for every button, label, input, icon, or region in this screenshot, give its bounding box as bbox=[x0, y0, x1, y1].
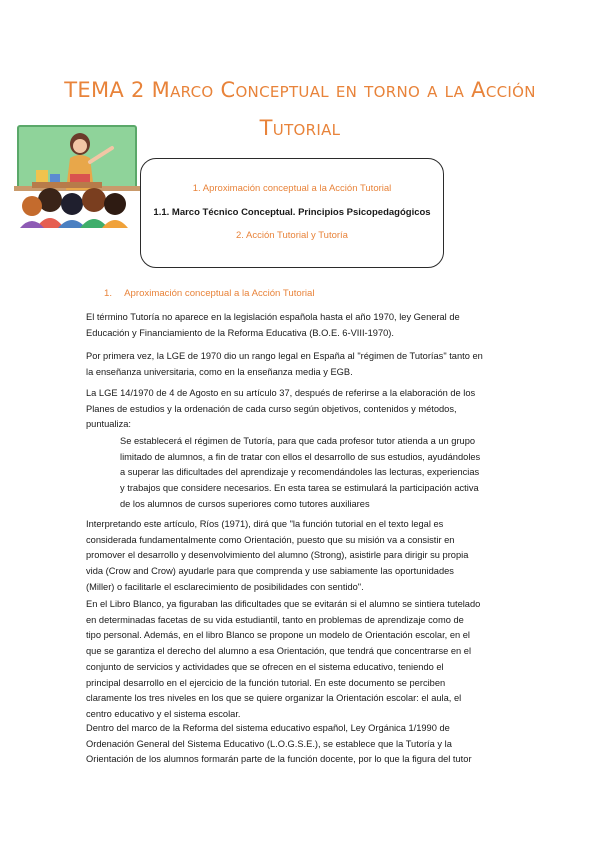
quote-line: limitado de alumnos, a fin de tratar con ellos el desarrollo de sus estudios, ayudándoles bbox=[120, 451, 481, 462]
paragraph-6 bbox=[86, 721, 516, 768]
teacher-with-students-illustration bbox=[14, 118, 144, 228]
toc-item-1-1: 1.1. Marco Técnico Conceptual. Principios Psicopedagógicos bbox=[153, 207, 431, 218]
paragraph-line: Dentro del marco de la Reforma del sistema educativo español, Ley Orgánica 1/1990 de bbox=[86, 723, 450, 733]
paragraph-line: Ordenación General del Sistema Educativo (L.O.G.S.E.), se establece que la Tutoría y la bbox=[86, 738, 452, 749]
paragraph-line: que se garantiza el derecho del alumno a esa Orientación, que tendrá que concentrarse en el bbox=[86, 646, 472, 657]
quote-line: Se establecerá el régimen de Tutoría, para que cada profesor tutor atienda a un grupo bbox=[120, 436, 476, 446]
paragraph-line: principal desarrollo en el ejercicio de la función tutorial. En este documento se perciben bbox=[86, 677, 446, 688]
paragraph-line: puntualiza: bbox=[86, 419, 131, 430]
paragraph-line: Interpretando este artículo, Ríos (1971), dirá que "la función tutorial en el texto legal es bbox=[86, 519, 444, 529]
paragraph-line: En el Libro Blanco, ya figuraban las dificultades que se evitarán si el alumno se sintiera tutelado bbox=[86, 599, 481, 609]
table-of-contents-box bbox=[140, 158, 444, 268]
paragraph-line: promover el desarrollo y desenvolvimiento del alumno (Strong), asistirle para dirigir su propia bbox=[86, 550, 469, 561]
paragraph-1 bbox=[86, 310, 516, 341]
toc-item-2: 2. Acción Tutorial y Tutoría bbox=[236, 230, 348, 241]
page-title-line-1: TEMA 2 Marco Conceptual en torno a la Acción bbox=[64, 78, 536, 102]
paragraph-line: Educación y Financiamiento de la Reforma Educativa (B.O.E. 6-VIII-1970). bbox=[86, 327, 394, 338]
paragraph-2 bbox=[86, 349, 516, 380]
page-title-line-2: Tutorial bbox=[259, 116, 341, 140]
paragraph-line: La LGE 14/1970 de 4 de Agosto en su artículo 37, después de referirse a la elaboración de los bbox=[86, 388, 476, 398]
paragraph-line: considerada fundamentalmente como Orientación, puesto que su misión va a consistir en bbox=[86, 534, 455, 545]
paragraph-3 bbox=[86, 386, 516, 433]
paragraph-4 bbox=[86, 517, 516, 596]
section-number: 1. bbox=[104, 288, 113, 299]
paragraph-line: centro educativo y el sistema escolar. bbox=[86, 708, 241, 719]
quote-line: y trabajos que considere necesarios. En esta tarea se estimulará la participación activa bbox=[120, 483, 479, 494]
section-heading-text: Aproximación conceptual a la Acción Tutorial bbox=[124, 288, 315, 299]
section-heading bbox=[104, 288, 315, 299]
quote-line: de los alumnos de cursos superiores como tutores auxiliares bbox=[120, 498, 370, 509]
toc-item-1: 1. Aproximación conceptual a la Acción Tutorial bbox=[192, 183, 392, 194]
paragraph-line: conjunto de servicios y actividades que se ofrecen en el sistema educativo, teniendo el bbox=[86, 661, 444, 672]
paragraph-line: Orientación de los alumnos formarán parte de la función docente, por lo que la figura del tutor bbox=[86, 754, 472, 765]
paragraph-line: (Miller) o facilitarle el esclarecimiento de posibilidades con sentido". bbox=[86, 581, 364, 592]
paragraph-line: tipo personal. Además, en el libro Blanco se propone un modelo de Orientación escolar, en el bbox=[86, 630, 470, 641]
paragraph-line: vida (Crow and Crow) ayudarle para que comprenda y use sabiamente las oportunidades bbox=[86, 566, 454, 577]
quote-line: a superar las dificultades del aprendizaje y recomendándoles las lecturas, experiencias bbox=[120, 467, 480, 478]
paragraph-line: Planes de estudios y la ordenación de cada curso según objetivos, contenidos y métodos, bbox=[86, 403, 457, 414]
paragraph-line: El término Tutoría no aparece en la legislación española hasta el año 1970, ley General de bbox=[86, 312, 460, 322]
paragraph-line: claramente los tres niveles en los que se quiere organizar la Orientación escolar: el aula, el bbox=[86, 693, 462, 704]
paragraph-line: Por primera vez, la LGE de 1970 dio un rango legal en España al "régimen de Tutorías" tanto en bbox=[86, 351, 483, 361]
paragraph-5 bbox=[86, 597, 516, 723]
paragraph-line: en determinadas facetas de su vida estudiantil, tanto en problemas de aprendizaje como de bbox=[86, 614, 464, 625]
paragraph-line: la enseñanza universitaria, como en la enseñanza media y EGB. bbox=[86, 366, 353, 377]
quote-block bbox=[120, 434, 520, 513]
